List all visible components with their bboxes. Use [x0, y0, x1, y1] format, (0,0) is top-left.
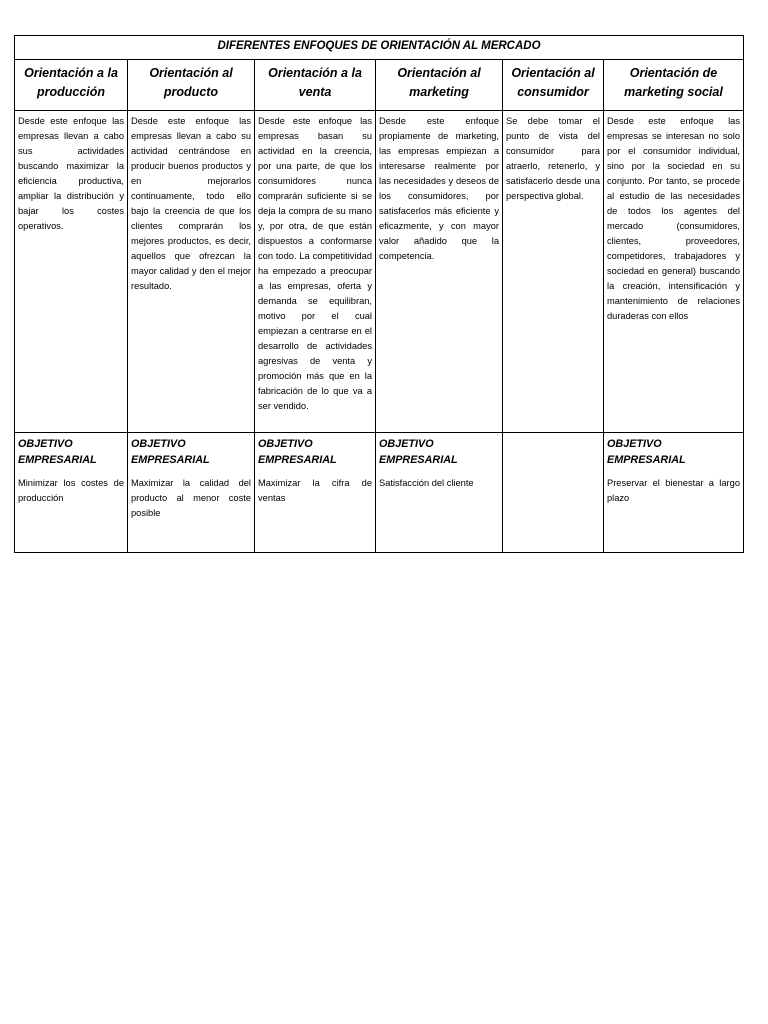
column-header: Orientación a la producción [15, 60, 128, 111]
column-header: Orientación al consumidor [503, 60, 604, 111]
objective-text: Maximizar la cifra de ventas [258, 478, 372, 503]
objective-cell [604, 433, 744, 553]
column-header: Orientación al producto [128, 60, 255, 111]
description-cell: Se debe tomar el punto de vista del consumidor para atraerlo, retenerlo, y satisfacerlo desde una perspectiva global. [503, 111, 604, 433]
description-cell: Desde este enfoque las empresas llevan a cabo su actividad centrándose en producir buenos productos y en mejorarlos continuamente, todo ello bajo la creencia de que los clientes comprarán los mejores productos, es decir, aquellos que ofrezcan la mayor calidad y den el mejor resultado. [128, 111, 255, 433]
description-row [15, 111, 744, 433]
objective-label: OBJETIVO EMPRESARIAL [258, 438, 337, 466]
objective-cell [255, 433, 376, 553]
objective-label: OBJETIVO EMPRESARIAL [379, 438, 458, 466]
objective-label: OBJETIVO EMPRESARIAL [607, 438, 686, 466]
column-header: Orientación de marketing social [604, 60, 744, 111]
description-cell: Desde este enfoque las empresas basan su actividad en la creencia, por una parte, de que los consumidores nunca comprarán suficiente si se deja la compra de su mano y, por otra, de que están dispuestos a conformarse con todo. La competitividad ha empezado a preocupar a las empresas, oferta y demanda se equilibran, motivo por el cual empiezan a centrarse en el desarrollo de actividades agresivas de venta y promoción más que en la fabricación de lo que va a ser vendido. [255, 111, 376, 433]
description-cell: Desde este enfoque propiamente de marketing, las empresas empiezan a interesarse realmente por las necesidades y deseos de los consumidores, por satisfacerlos más eficiente y eficazmente, y con mayor valor añadido que la competencia. [376, 111, 503, 433]
objective-text: Maximizar la calidad del producto al menor coste posible [131, 478, 251, 518]
objective-label: OBJETIVO EMPRESARIAL [131, 438, 210, 466]
column-header: Orientación a la venta [255, 60, 376, 111]
objective-label: OBJETIVO EMPRESARIAL [18, 438, 97, 466]
title-row [15, 36, 744, 60]
market-orientation-table [14, 35, 744, 553]
objective-cell [376, 433, 503, 553]
column-header: Orientación al marketing [376, 60, 503, 111]
objective-cell [15, 433, 128, 553]
objective-cell [503, 433, 604, 553]
header-row [15, 60, 744, 111]
objective-text: Satisfacción del cliente [379, 478, 474, 488]
description-cell: Desde este enfoque las empresas se interesan no solo por el consumidor individual, sino por la sociedad en su conjunto. Por tanto, se procede al estudio de las necesidades de todos los agentes del mercado (consumidores, clientes, proveedores, competidores, trabajadores y sociedad en general) buscando la creación, intensificación y mantenimiento de relaciones duraderas con ellos [604, 111, 744, 433]
objective-text: Preservar el bienestar a largo plazo [607, 478, 740, 503]
description-cell: Desde este enfoque las empresas llevan a cabo sus actividades buscando maximizar la eficiencia productiva, ampliar la distribución y bajar los costes operativos. [15, 111, 128, 433]
table-title: DIFERENTES ENFOQUES DE ORIENTACIÓN AL MERCADO [15, 36, 744, 60]
objective-row [15, 433, 744, 553]
objective-cell [128, 433, 255, 553]
objective-text: Minimizar los costes de producción [18, 478, 124, 503]
